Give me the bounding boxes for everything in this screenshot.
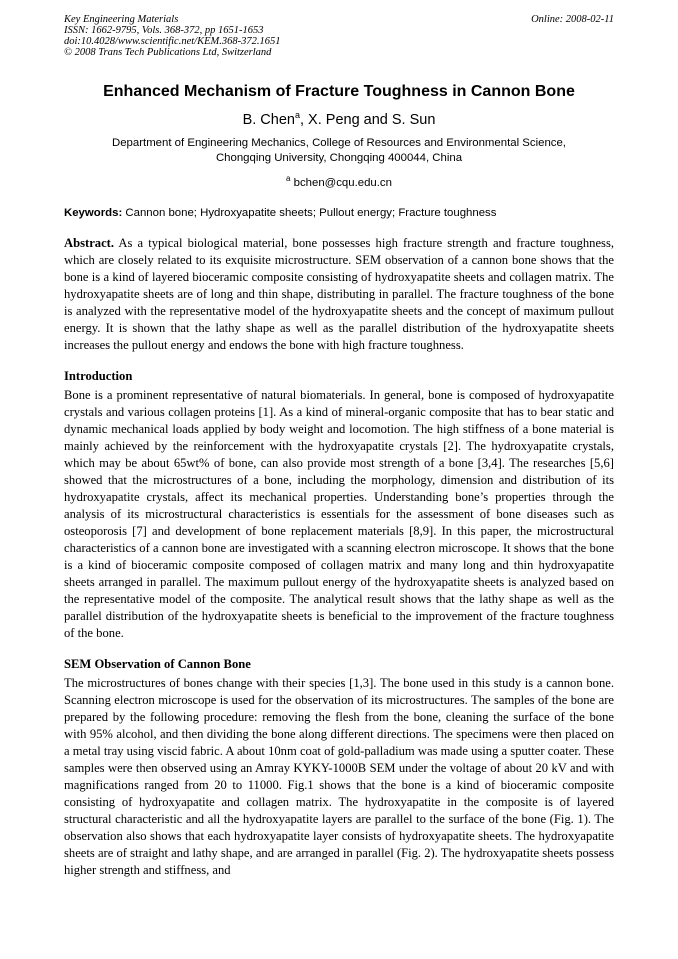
author-email bbox=[64, 174, 614, 189]
journal-info bbox=[64, 14, 281, 58]
journal-copyright: © 2008 Trans Tech Publications Ltd, Switzerland bbox=[64, 47, 272, 58]
email-affil-mark: a bbox=[286, 173, 291, 183]
journal-name: Key Engineering Materials bbox=[64, 14, 179, 25]
author-first-affil-mark: a bbox=[294, 110, 300, 120]
author-rest: , X. Peng and S. Sun bbox=[299, 111, 436, 128]
keywords-label: Keywords: bbox=[64, 206, 123, 219]
affiliation-line-2: Chongqing University, Chongqing 400044, China bbox=[215, 151, 463, 164]
section-text-introduction: Bone is a prominent representative of natural biomaterials. In general, bone is composed of hydroxyapatite crystals and various collagen proteins [1]. As a kind of mineral-organic composite that has to bear static and dynamic mechanical loads applied by body weight and locomotion. The high stiffness of a bone material is mainly achieved by the reinforcement with the hydroxyapatite crystals [2]. The hydroxyapatite crystals, which may be about 65wt% of bone, can also provide most strength of a bone [3,4]. The researches [5,6] showed that the microstructures of a bone, including the morphology, dimension and distribution of its hydroxyapatite crystals, affect its mechanical properties. Understanding bone’s properties through the analysis of its microstructural characteristics is essentials for the assessment of bone diseases such as osteoporosis [7] and development of bone replacement materials [8,9]. In this paper, the microstructural characteristics of a cannon bone are investigated with a scanning electron microscope. It shows that the bone is a kind of bioceramic composite composed of collagen matrix and many long and thin hydroxyapatite sheets arranged in parallel. The maximum pullout energy of the hydroxyapatite sheets is analyzed based on the representative model of the composite. The analytical result shows that the lathy shape as well as the parallel distribution of the hydroxyapatite sheets is beneficial to the improvement of the fracture toughness of the bone. bbox=[64, 387, 614, 640]
abstract-text: As a typical biological material, bone possesses high fracture strength and fracture toughness, which are closely related to its exquisite microstructure. SEM observation of a cannon bone shows that the bone is a kind of layered bioceramic composite consisting of hydroxyapatite sheets and collagen matrix. The hydroxyapatite sheets are of long and thin shape, distributing in parallel. The fracture toughness of the bone is analyzed with the representative model of the hydroxyapatite sheets and the concept of maximum pullout energy. It is shown that the lathy shape as well as the parallel distribution of the hydroxyapatite sheets increases the pullout energy and endows the bone with high fracture toughness. bbox=[64, 235, 614, 352]
paper-page bbox=[64, 14, 614, 879]
author-list bbox=[64, 110, 614, 128]
abstract-label: Abstract. bbox=[64, 235, 115, 250]
journal-issn: ISSN: 1662-9795, Vols. 368-372, pp 1651-1653 bbox=[64, 25, 264, 36]
affiliation-line-1: Department of Engineering Mechanics, College of Resources and Environmental Science, bbox=[112, 136, 566, 149]
paper-title: Enhanced Mechanism of Fracture Toughness in Cannon Bone bbox=[103, 83, 575, 100]
author-first: B. Chen bbox=[242, 111, 295, 128]
journal-header bbox=[64, 14, 614, 58]
section-text-sem-observation: The microstructures of bones change with their species [1,3]. The bone used in this study is a cannon bone. Scanning electron microscope is used for the observation of its microstructures. The samples of the bone are prepared by the following procedure: removing the flesh from the bone, cleaning the surface of the bone with 95% alcohol, and then dividing the bone along different directions. The specimens were then placed on a metal tray using viscid fabric. A about 10nm coat of gold-palladium was made using a sputter coater. These samples were then observed using an Amray KYKY-1000B SEM under the voltage of about 20 kV and with magnifications ranged from 20 to 11000. Fig.1 shows that the bone is a kind of bioceramic composite consisting of hydroxyapatite and collagen matrix. The hydroxyapatite in the composite is of layered structural characteristic and all the hydroxyapatite layers are parallel to the surface of the bone (Fig. 1). The observation also shows that each hydroxyapatite layer consists of hydroxyapatite sheets. The hydroxyapatite sheets are of straight and lathy shape, and are arranged in parallel (Fig. 2). The hydroxyapatite sheets possess higher strength and stiffness, and bbox=[64, 675, 614, 877]
section-heading-introduction: Introduction bbox=[64, 368, 133, 383]
keywords bbox=[64, 207, 614, 219]
keywords-text: Cannon bone; Hydroxyapatite sheets; Pullout energy; Fracture toughness bbox=[122, 206, 497, 219]
journal-doi: doi:10.4028/www.scientific.net/KEM.368-372.1651 bbox=[64, 36, 281, 47]
email-address: bchen@cqu.edu.cn bbox=[290, 176, 392, 189]
online-date: Online: 2008-02-11 bbox=[531, 14, 614, 25]
affiliation bbox=[64, 136, 614, 166]
abstract bbox=[64, 235, 614, 354]
section-heading-sem-observation: SEM Observation of Cannon Bone bbox=[64, 656, 251, 671]
